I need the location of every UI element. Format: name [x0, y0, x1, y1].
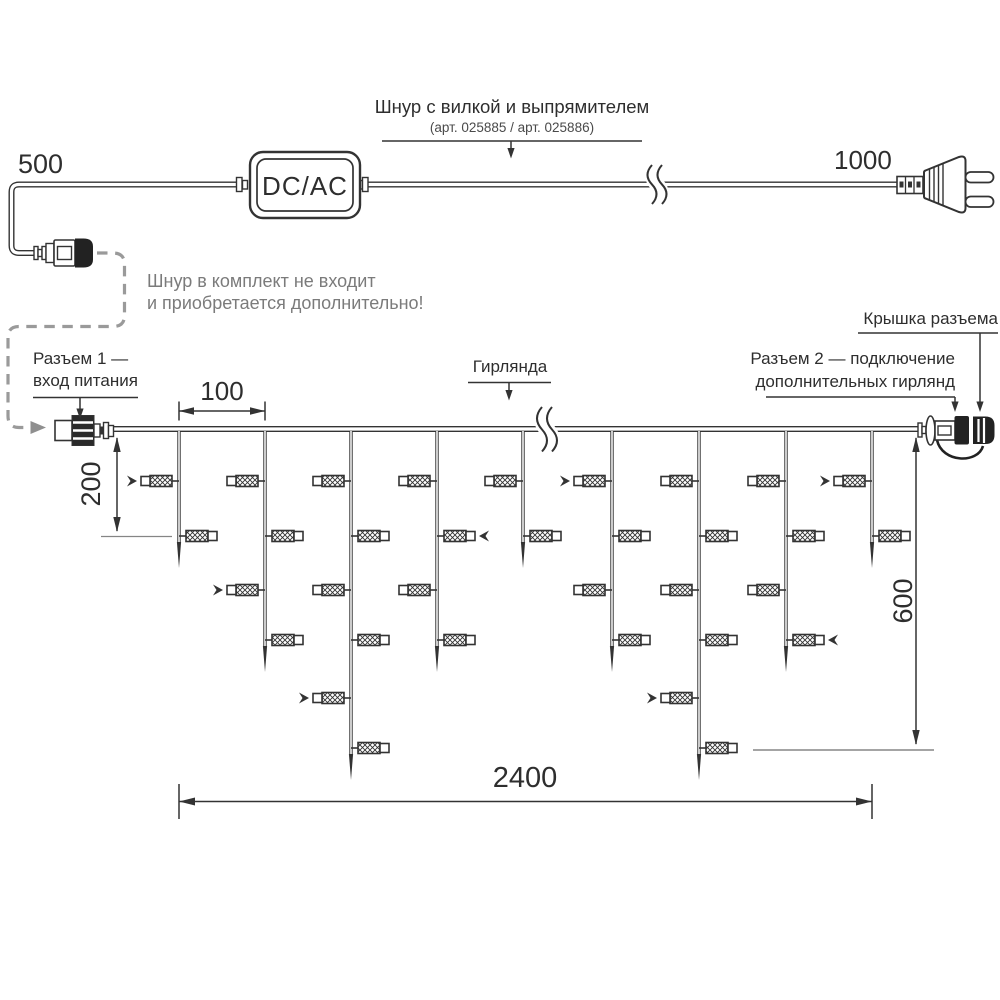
dim-label-600: 600 — [888, 578, 918, 624]
lamp-icon — [793, 531, 815, 542]
lamp-direction-arrow-icon — [647, 693, 657, 704]
note-line1: Шнур в комплект не входит — [147, 271, 376, 291]
power-plug-icon — [897, 157, 994, 213]
lamp-cap — [728, 744, 737, 753]
lamp-cap — [661, 694, 670, 703]
lamp-cap — [552, 532, 561, 541]
lamp-icon — [358, 531, 380, 542]
lamp-icon — [619, 635, 641, 646]
lamp-cap — [661, 477, 670, 486]
lamp-cap — [466, 636, 475, 645]
lamp-cap — [466, 532, 475, 541]
lamp-cap — [834, 477, 843, 486]
dim-label-200: 200 — [76, 461, 106, 507]
lamp-icon — [530, 531, 552, 542]
lamp-cap — [141, 477, 150, 486]
lamp-icon — [272, 635, 294, 646]
lamp-cap — [748, 586, 757, 595]
drop-tip — [870, 542, 874, 568]
lamp-cap — [380, 744, 389, 753]
callout-leader-connector2 — [766, 397, 959, 412]
drop-tip — [521, 542, 525, 568]
lamp-icon — [272, 531, 294, 542]
lamp-direction-arrow-icon — [560, 476, 570, 487]
lamp-icon — [444, 635, 466, 646]
cord-callout-title: Шнур с вилкой и выпрямителем — [374, 96, 650, 117]
lamp-icon — [843, 476, 865, 487]
connector-cap — [973, 417, 995, 445]
drop-tip — [349, 754, 353, 780]
lamp-direction-arrow-icon — [127, 476, 137, 487]
drop-tip — [784, 646, 788, 672]
callout-leader-garland — [468, 383, 551, 401]
lamp-cap — [728, 636, 737, 645]
cord-break-icon — [648, 165, 667, 204]
lamp-cap — [313, 477, 322, 486]
lamp-cap — [294, 636, 303, 645]
drop-tip — [263, 646, 267, 672]
dim-label-100: 100 — [200, 376, 244, 406]
drops-group — [127, 431, 910, 780]
lamp-icon — [879, 531, 901, 542]
wire-break-icon — [537, 407, 557, 452]
lamp-direction-arrow-icon — [299, 693, 309, 704]
callout-leader-title — [382, 141, 642, 159]
lamp-icon — [236, 585, 258, 596]
lamp-icon — [322, 585, 344, 596]
lamp-cap — [227, 477, 236, 486]
lamp-cap — [399, 477, 408, 486]
lamp-cap — [208, 532, 217, 541]
lamp-direction-arrow-icon — [820, 476, 830, 487]
lamp-direction-arrow-icon — [828, 635, 838, 646]
connector2-callout-line1: Разъем 2 — подключение — [750, 349, 955, 368]
lamp-icon — [408, 585, 430, 596]
converter-label: DC/AC — [262, 171, 348, 201]
lamp-cap — [399, 586, 408, 595]
cap-callout: Крышка разъема — [863, 309, 998, 328]
lamp-icon — [322, 693, 344, 704]
drop-tip — [177, 542, 181, 568]
drop-tip — [435, 646, 439, 672]
power-cord-right — [368, 165, 898, 204]
connector1-callout-line2: вход питания — [33, 371, 138, 390]
lamp-icon — [670, 585, 692, 596]
lamp-icon — [706, 743, 728, 754]
lamp-icon — [793, 635, 815, 646]
connector1-callout-line1: Разъем 1 — — [33, 349, 129, 368]
power-cord-left — [12, 185, 241, 254]
drop-tip — [610, 646, 614, 672]
lamp-cap — [227, 586, 236, 595]
lamp-icon — [757, 476, 779, 487]
lamp-cap — [901, 532, 910, 541]
lamp-icon — [322, 476, 344, 487]
lamp-icon — [619, 531, 641, 542]
lamp-icon — [358, 743, 380, 754]
lamp-icon — [706, 635, 728, 646]
lamp-cap — [815, 636, 824, 645]
garland-callout: Гирлянда — [472, 357, 548, 376]
lamp-cap — [294, 532, 303, 541]
lamp-cap — [641, 532, 650, 541]
dashed-connection-route — [8, 253, 125, 434]
lamp-cap — [380, 532, 389, 541]
lamp-cap — [641, 636, 650, 645]
lamp-cap — [313, 694, 322, 703]
lamp-cap — [815, 532, 824, 541]
lamp-cap — [574, 586, 583, 595]
lamp-cap — [574, 477, 583, 486]
lamp-direction-arrow-icon — [213, 585, 223, 596]
note-line2: и приобретается дополнительно! — [147, 293, 424, 313]
dim-label-500: 500 — [18, 149, 64, 179]
lamp-icon — [186, 531, 208, 542]
lamp-icon — [494, 476, 516, 487]
lamp-icon — [583, 585, 605, 596]
dashed-route-arrowhead — [31, 421, 47, 434]
lamp-cap — [661, 586, 670, 595]
lamp-icon — [236, 476, 258, 487]
lamp-icon — [757, 585, 779, 596]
drop-tip — [697, 754, 701, 780]
dim-label-2400: 2400 — [492, 762, 558, 794]
dim-label-1000: 1000 — [834, 145, 892, 175]
lamp-cap — [485, 477, 494, 486]
connector2-callout-line2: дополнительных гирлянд — [755, 372, 955, 391]
lamp-cap — [748, 477, 757, 486]
lamp-direction-arrow-icon — [479, 531, 489, 542]
lamp-icon — [150, 476, 172, 487]
lamp-cap — [728, 532, 737, 541]
lamp-icon — [670, 693, 692, 704]
cord-callout-subtitle: (арт. 025885 / арт. 025886) — [429, 120, 595, 135]
lamp-icon — [706, 531, 728, 542]
lamp-cap — [380, 636, 389, 645]
lamp-icon — [670, 476, 692, 487]
lamp-cap — [313, 586, 322, 595]
lamp-icon — [358, 635, 380, 646]
connector-power-input-plug — [34, 239, 93, 268]
lamp-icon — [444, 531, 466, 542]
lamp-icon — [408, 476, 430, 487]
lamp-icon — [583, 476, 605, 487]
